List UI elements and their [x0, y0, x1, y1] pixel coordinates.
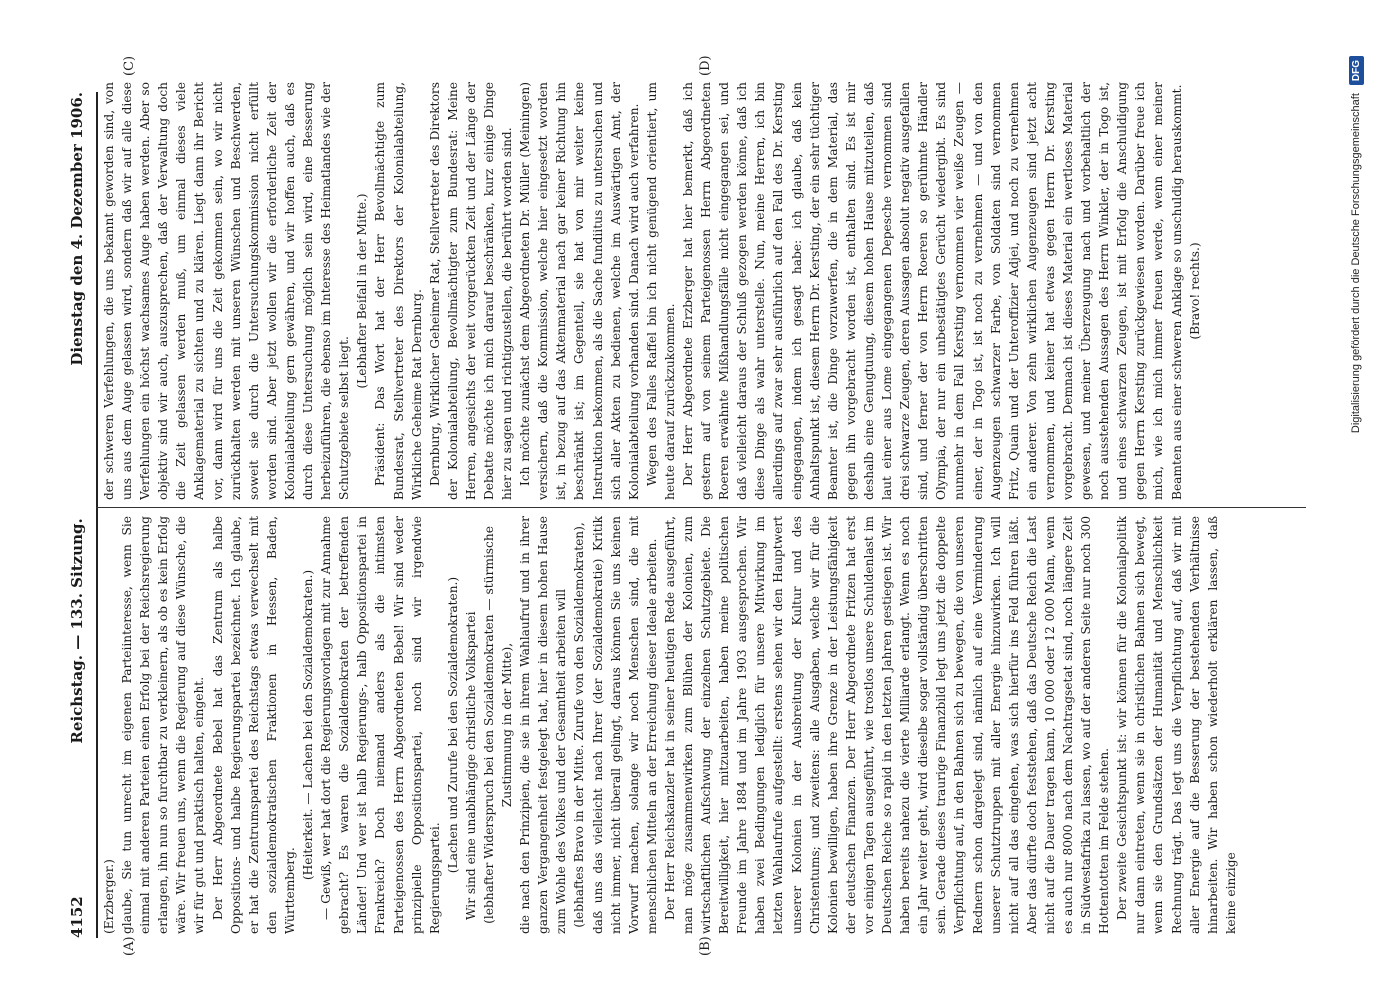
column-divider	[96, 507, 1306, 508]
right-column	[100, 82, 1305, 500]
paragraph: (Lachen und Zurufe bei den Sozialdemokraten.)	[445, 576, 460, 874]
margin-mark-b: (B)	[698, 936, 713, 956]
header-date: Dienstag den 4. Dezember 1906.	[68, 92, 86, 366]
header-rule	[96, 92, 98, 938]
paragraph: Der Herr Abgeordnete Erzberger hat hier bemerkt, daß ich gestern auf von seinem Parteigenossen Herrn Abgeordneten Roeren erwähnte Mißhandlungsfälle nicht eingegangen sei, und daß vielleicht daraus der Schluß gezogen werden könne, daß ich diese Dinge als wahr unterstelle. Nun, meine Herren, ich bin allerdings auf zwar sehr ausführlich auf den Fall des Dr. Kersting eingegangen, indem ich gesagt habe: ich glaube, daß kein Anhaltspunkt ist, diesem Herrn Dr. Kersting, der ein sehr tüchtiger Beamter ist, die Dinge vorzuwerfen, die in dem Material, das gegen ihn vorgebracht worden ist, enthalten sind. Es ist mir deshalb eine Genugtuung, diesem hohen Hause mitzuteilen, daß laut einer aus Lome eingegangenen Depesche vernommen sind drei schwarze Zeugen, deren Aussagen absolut negativ ausgefallen sind, und ferner der von Herrn Roeren so gerühmte Händler Olympia, der nur ein unbestätigtes Gerücht wiedergibt. Es sind nunmehr in dem Fall Kersting vernommen vier weiße Zeugen — einer, der in Togo ist, ist noch zu vernehmen — und von den Augenzeugen schwarzer Farbe, von Soldaten sind vernommen Fritz, Quain und der Unteroffizier Adjei, und noch zu vernehmen ein anderer. Von zehn wirklichen Augenzeugen sind jetzt acht vernommen, und keiner hat etwas gegen Herrn Dr. Kersting vorgebracht. Demnach ist dieses Material ein wertloses Material gewesen, und meiner Überzeugung nach und vorbehaltlich der noch ausstehenden Aussagen des Herrn Winkler, der in Togo ist, und eines schwarzen Zeugen, ist mit Erfolg die Anschuldigung gegen Herrn Kersting zurückgewiesen worden. Darüber freue ich mich, wie ich mich immer freuen werde, wenn einer meiner Beamten aus einer schweren Anklage so unschuldig herauskommt.	[681, 82, 1184, 500]
paragraph: die nach den Prinzipien, die sie in ihrem Wahlaufruf und in ihrer ganzen Vergangenheit festgelegt hat, hier in diesem hohen Hause zum Wohle des Volkes und der Gesamtheit arbeiten will	[518, 516, 569, 934]
paragraph: Präsident: Das Wort hat der Herr Bevollmächtigte zum Bundesrat, Stellvertreter des Direktors der Kolonialabteilung, Wirkliche Geheime Rat Dernburg.	[373, 82, 424, 500]
paragraph: glaube, Sie tun unrecht im eigenen Parteiinteresse, wenn Sie einmal mit anderen Parteien einen Erfolg bei der Reichsregierung erlangen, ihn nun so furchtbar zu verkleinern, als ob es kein Erfolg wäre. Wir freuen uns, wenn die Regierung auf diese Wünsche, die wir für gut und praktisch halten, eingeht.	[120, 516, 207, 934]
paragraph: Ich möchte zunächst dem Abgeordneten Dr. Müller (Meiningen) versichern, daß die Kommission, welche hier eingesetzt worden ist, in bezug auf das Aktenmaterial nach gar keiner Richtung hin beschränkt ist; im Gegenteil, sie hat von mir weiter keine Instruktion bekommen, als die Sache fundiitus zu untersuchen und sich aller Akten zu bedienen, welche im Auswärtigen Amt, der Kolonialabteilung vorhanden sind. Danach wird auch verfahren.	[518, 82, 641, 500]
paragraph: Der Herr Abgeordnete Bebel hat das Zentrum als halbe Oppositions- und halbe Regierungspartei bezeichnet. Ich glaube, er hat die Zentrumspartei des Reichstags etwas verwechselt mit den sozialdemokratischen Fraktionen in Hessen, Baden, Württemberg.	[210, 516, 297, 934]
paragraph: (Lebhafter Beifall in der Mitte.)	[355, 193, 370, 389]
margin-mark-c: (C)	[122, 55, 137, 76]
paragraph: Wir sind eine unabhängige christliche Volkspartei	[463, 611, 478, 920]
paragraph: Dernburg, Wirklicher Geheimer Rat, Stellvertreter des Direktors der Kolonialabteilung, Bevollmächtigter zum Bundesrat: Meine Herren, angesichts der weit vorgerückten Zeit und der Länge der Debatte möchte ich mich darauf beschränken, kurz einige Dinge hier zu sagen und richtigzustellen, die berührt worden sind.	[427, 82, 515, 500]
paragraph: (lebhafter Widerspruch bei den Sozialdemokraten — stürmische Zustimmung in der Mitte),	[481, 526, 515, 924]
page-number: 4152	[68, 896, 86, 938]
paragraph: der schweren Verfehlungen, die uns bekannt geworden sind, von uns aus dem Auge gelassen wird, sondern daß wir auf alle diese Verfehlungen ein höchst wachsames Auge haben werden. Aber so objektiv sind wir auch, auszusprechen, daß der Verwaltung doch die Zeit gelassen werden muß, um einmal dieses viele Anklagematerial zu sichten und zu klären. Liegt dann ihr Bericht vor, dann wird für uns die Zeit gekommen sein, wo wir nicht zurückhalten werden mit unseren Wünschen und Beschwerden, soweit sie durch die Untersuchungskommission nicht erfüllt worden sind. Aber jetzt wollen wir die erforderliche Zeit der Kolonialabteilung gern gewähren, und wir hoffen auch, daß es durch diese Untersuchung möglich sein wird, eine Besserung herbeizuführen, die ebenso im Interesse des Heimatlandes wie der Schutzgebiete selbst liegt.	[102, 82, 352, 500]
margin-mark-d: (D)	[698, 55, 713, 76]
paragraph: daß uns das vielleicht nach Ihrer (der Sozialdemokratie) Kritik nicht immer, nicht überall gelingt, daraus können Sie uns keinen Vorwurf machen, solange wir noch Menschen sind, die mit menschlichen Mitteln an der Erreichung dieser Ideale arbeiten.	[590, 516, 659, 934]
left-column	[100, 516, 1305, 934]
credit-text: Digitalisierung gefördert durch die Deutsche Forschungsgemeinschaft	[1350, 93, 1362, 434]
digitization-credit	[1345, 56, 1367, 996]
header-session: Reichstag. — 133. Sitzung.	[68, 518, 86, 744]
paragraph: (lebhaftes Bravo in der Mitte. Zurufe von den Sozialdemokraten),	[572, 522, 587, 928]
paragraph: Der Herr Reichskanzler hat in seiner heutigen Rede ausgeführt, man möge zusammenwirken zum Blühen der Kolonien, zum wirtschaftlichen Aufschwung der einzelnen Schutzgebiete. Die Bereitwilligkeit, hier mitzuarbeiten, haben meine politischen Freunde im Jahre 1884 und im Jahre 1903 ausgesprochen. Wir haben zwei Bedingungen lediglich für unsere Mitwirkung im letzten Wahlaufrufe aufgestellt: erstens sehen wir den Hauptwert unserer Kolonien in der Ausbreitung der Kultur und des Christentums; und zweitens: alle Ausgaben, welche wir für die Kolonien bewilligen, haben ihre Grenze in der Leistungsfähigkeit der deutschen Finanzen. Der Herr Abgeordnete Fritzen hat erst vor einigen Tagen ausgeführt, wie trostlos unsere Schuldenlast im Deutschen Reiche so rapid in den letzten Jahren gestiegen ist. Wir haben bereits nahezu die vierte Milliarde erlangt. Wenn es noch ein Jahr weiter geht, wird dieselbe sogar vollständig überschritten sein. Gerade dieses traurige Finanzbild legt uns jetzt die doppelte Verpflichtung auf, in den Bahnen sich zu bewegen, die von unseren Rednern schon dargelegt sind, nämlich auf eine Verminderung unserer Schutztruppen mit aller Energie hinzuwirken. Ich will nicht auf all das eingehen, was sich hierfür ins Feld führen läßt. Aber das dürfte doch feststehen, daß das Deutsche Reich die Last nicht auf die Dauer tragen kann, 10 000 oder 12 000 Mann, wenn es auch nur 8000 nach dem Nachtragsetat sind, noch längere Zeit in Südwestafrika zu lassen, wo auf der anderen Seite nur noch 300 Hottentotten im Felde stehen.	[662, 516, 1112, 934]
dfg-logo: DFG	[1349, 56, 1364, 85]
paragraph: Wegen des Falles Raffel bin ich nicht genügend orientiert, um heute darauf zurückzukommen.	[644, 82, 677, 500]
margin-mark-a: (A)	[122, 936, 137, 956]
paragraph: Der zweite Gesichtspunkt ist: wir können für die Kolonialpolitik nur dann eintreten, wenn sie in christlichen Bahnen sich bewegt, wenn sie den Grundsätzen der Humanität und Menschlichkeit Rechnung trägt. Das legt uns die Verpflichtung auf, daß wir mit aller Energie auf die Besserung der bestehenden Verhältnisse hinarbeiten. Wir haben schon wiederholt erklären lassen, daß keine einzige	[1115, 516, 1238, 934]
paragraph: — Gewiß, wer hat dort die Regierungsvorlagen mit zur Annahme gebracht? Es waren die Sozialdemokraten der betreffenden Länder! Und wer ist halb Regierungs-, halb Oppositionspartei in Frankreich? Doch niemand anders als die intimsten Parteigenossen des Herrn Abgeordneten Bebel! Wir sind weder prinzipielle Oppositionspartei, noch sind wir irgendwie Regierungspartei.	[319, 516, 442, 934]
paragraph: (Heiterkeit. — Lachen bei den Sozialdemokraten.)	[301, 569, 316, 881]
paragraph: (Erzberger.)	[102, 859, 116, 934]
page-header	[50, 92, 86, 938]
paragraph: (Bravo! rechts.)	[1187, 242, 1202, 340]
